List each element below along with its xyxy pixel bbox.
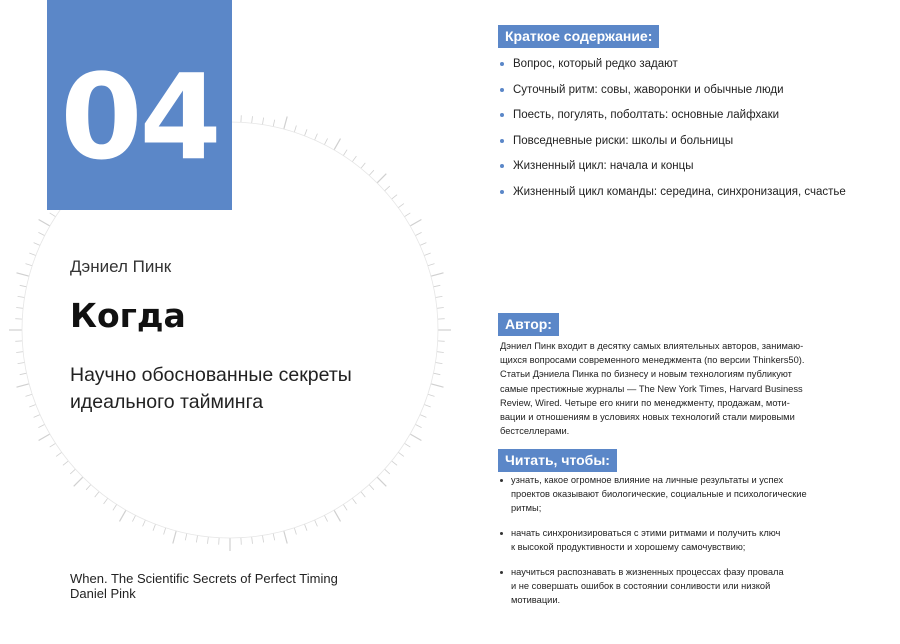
read-to-item: узнать, какое огромное влияние на личные результаты и успех проектов оказывают биологические, социальные и психологические ритмы; <box>500 473 807 515</box>
dial-tick <box>428 394 435 396</box>
bullet-icon <box>500 571 503 574</box>
dial-tick <box>263 118 264 125</box>
dial-tick <box>343 504 347 510</box>
dial-tick <box>315 520 318 526</box>
dial-tick <box>132 515 135 521</box>
dial-tick <box>208 537 209 544</box>
dial-tick <box>185 534 187 541</box>
original-title: When. The Scientific Secrets of Perfect Timing <box>70 571 338 586</box>
bullet-icon <box>500 190 504 194</box>
dial-tick <box>252 116 253 123</box>
dial-tick <box>437 352 444 353</box>
summary-item: Жизненный цикл команды: середина, синхронизация, счастье <box>500 185 846 211</box>
dial-tick <box>392 461 398 465</box>
author-bio <box>500 339 840 438</box>
dial-tick <box>404 213 410 217</box>
dial-tick <box>435 363 442 364</box>
dial-tick <box>143 520 146 526</box>
dial-tick <box>434 373 441 375</box>
dial-tick <box>18 296 25 297</box>
summary-item: Жизненный цикл: начала и концы <box>500 159 846 185</box>
dial-tick <box>50 443 56 447</box>
dial-tick <box>385 469 390 474</box>
dial-tick <box>95 492 99 498</box>
dial-tick <box>34 415 40 418</box>
dial-tick <box>361 492 365 498</box>
read-to-item: начать синхронизироваться с этими ритмами и получить ключ к высокой продуктивности и хорошему самочувствию; <box>500 526 807 554</box>
dial-tick <box>343 150 347 156</box>
dial-tick <box>74 477 83 486</box>
original-title-block <box>70 571 338 601</box>
original-author: Daniel Pink <box>70 586 136 601</box>
author-bio-line: Статьи Дэниела Пинка по бизнесу и новым технологиям публикуют <box>500 369 792 380</box>
dial-tick <box>196 535 197 542</box>
dial-tick <box>377 174 386 183</box>
dial-tick <box>369 485 374 490</box>
summary-item: Повседневные риски: школы и больницы <box>500 134 846 160</box>
author-bio-line: бестселлерами. <box>500 426 570 437</box>
dial-tick <box>352 156 356 162</box>
dial-tick <box>334 139 341 150</box>
dial-tick <box>385 186 390 191</box>
author-heading: Автор: <box>498 313 559 336</box>
dial-tick <box>305 524 308 531</box>
dial-tick <box>415 424 421 427</box>
dial-tick <box>39 220 50 227</box>
dial-tick <box>29 253 36 256</box>
bullet-icon <box>500 139 504 143</box>
dial-tick <box>164 528 166 535</box>
dial-tick <box>431 273 444 276</box>
bullet-icon <box>500 532 503 535</box>
dial-tick <box>392 195 398 199</box>
dial-tick <box>50 213 56 217</box>
dial-tick <box>273 120 275 127</box>
dial-tick <box>361 163 365 169</box>
dial-tick <box>252 537 253 544</box>
read-to-heading: Читать, чтобы: <box>498 449 617 472</box>
dial-tick <box>173 531 176 544</box>
dial-tick <box>424 253 431 256</box>
dial-tick <box>38 424 44 427</box>
summary-heading: Краткое содержание: <box>498 25 659 48</box>
dial-tick <box>120 510 127 521</box>
dial-tick <box>294 126 296 133</box>
dial-tick <box>324 515 327 521</box>
dial-tick <box>420 243 426 246</box>
summary-list <box>500 57 846 211</box>
dial-tick <box>34 243 40 246</box>
author-bio-line: самые престижные журналы — The New York Times, Harvard Business <box>500 383 803 394</box>
dial-tick <box>324 138 327 144</box>
bullet-icon <box>500 113 504 117</box>
dial-tick <box>104 498 108 504</box>
dial-tick <box>369 170 374 175</box>
dial-tick <box>428 264 435 266</box>
dial-tick <box>18 363 25 364</box>
dial-tick <box>86 485 91 490</box>
dial-tick <box>420 415 426 418</box>
dial-tick <box>305 129 308 136</box>
dial-tick <box>424 405 431 408</box>
dial-tick <box>63 461 69 465</box>
dial-tick <box>284 531 287 544</box>
read-to-list <box>500 473 807 618</box>
dial-tick <box>398 452 404 456</box>
author-bio-line: вации и отношениям в условиях новых технологий стали мировыми <box>500 412 795 423</box>
chapter-number-block <box>47 0 232 210</box>
dial-tick <box>415 232 421 235</box>
summary-item: Вопрос, который редко задают <box>500 57 846 83</box>
dial-tick <box>352 498 356 504</box>
dial-tick <box>38 232 44 235</box>
dial-tick <box>56 452 62 456</box>
dial-tick <box>17 384 30 387</box>
dial-tick <box>404 443 410 447</box>
dial-tick <box>39 434 50 441</box>
dial-tick <box>437 308 444 309</box>
author-bio-line: Дэниел Пинк входит в десятку самых влиятельных авторов, занимаю- <box>500 341 804 351</box>
dial-tick <box>435 296 442 297</box>
dial-tick <box>153 524 156 531</box>
dial-tick <box>294 528 296 535</box>
dial-tick <box>398 204 404 208</box>
book-subtitle: Научно обоснованные секреты идеального тайминга <box>70 364 352 413</box>
dial-tick <box>334 510 341 521</box>
chapter-number: 04 <box>60 48 219 186</box>
author-bio-line: Review, Wired. Четыре его книги по менеджменту, продажам, моти- <box>500 397 790 408</box>
dial-tick <box>29 405 36 408</box>
bullet-icon <box>500 62 504 66</box>
dial-tick <box>377 477 386 486</box>
dial-tick <box>26 394 33 396</box>
dial-tick <box>263 535 264 542</box>
bullet-icon <box>500 479 503 482</box>
dial-tick <box>113 504 117 510</box>
dial-tick <box>284 117 287 130</box>
dial-tick <box>315 134 318 140</box>
bullet-icon <box>500 164 504 168</box>
book-author: Дэниел Пинк <box>70 257 172 276</box>
bullet-icon <box>500 88 504 92</box>
read-to-item: научиться распознавать в жизненных процессах фазу провала и не совершать ошибок в состоянии сонливости или низкой мотивации. <box>500 565 807 607</box>
dial-tick <box>17 273 30 276</box>
summary-item: Поесть, погулять, поболтать: основные лайфхаки <box>500 108 846 134</box>
dial-tick <box>26 264 33 266</box>
dial-tick <box>273 534 275 541</box>
dial-tick <box>70 469 75 474</box>
dial-tick <box>16 352 23 353</box>
summary-item: Суточный ритм: совы, жаворонки и обычные люди <box>500 83 846 109</box>
author-bio-line: щихся вопросами современного менеджмента (по версии Thinkers50). <box>500 355 805 366</box>
dial-tick <box>410 220 421 227</box>
dial-tick <box>20 373 27 375</box>
dial-tick <box>434 285 441 287</box>
dial-tick <box>410 434 421 441</box>
dial-tick <box>16 308 23 309</box>
dial-tick <box>431 384 444 387</box>
dial-tick <box>20 285 27 287</box>
book-title: Когда <box>70 296 186 335</box>
